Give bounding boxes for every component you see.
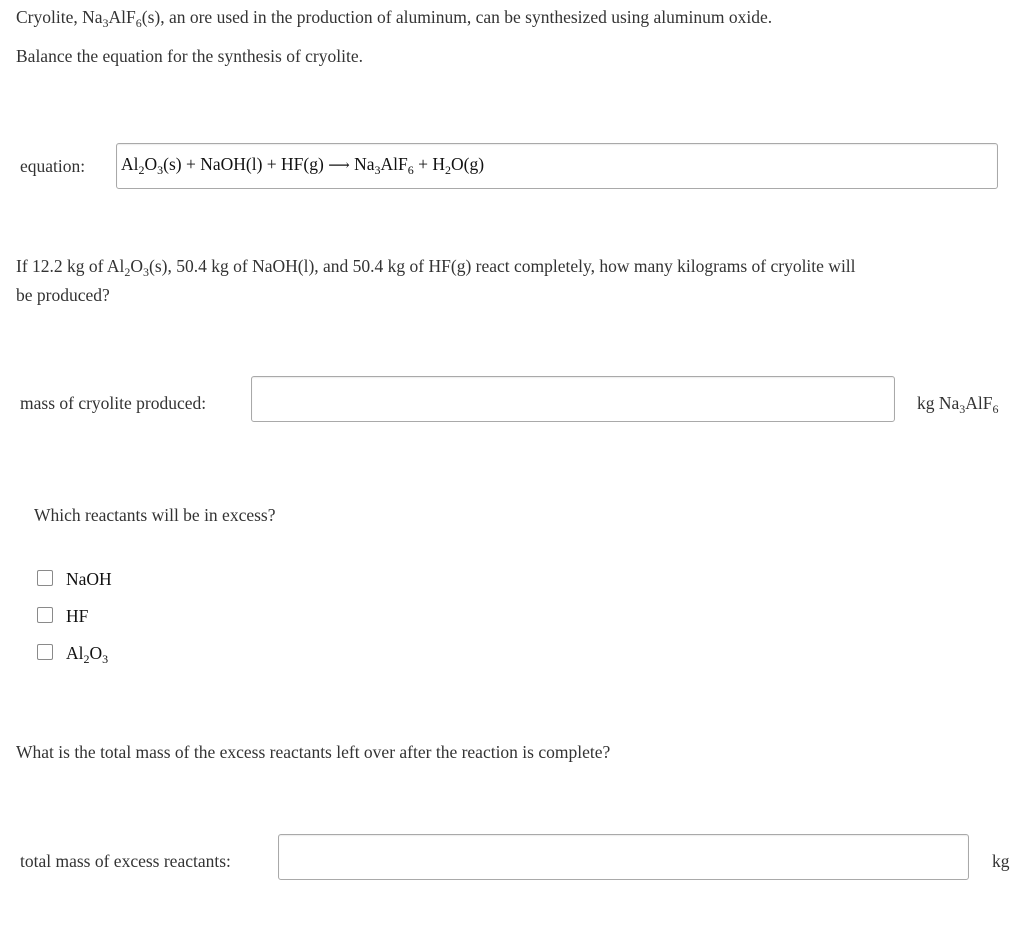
question1-line1: If 12.2 kg of $Al_2O_3(s)$, 50.4 kg of NaOH(l), and 50.4 kg of HF(g) react completely, how many kilograms of cryolite will — [16, 256, 856, 279]
reaction-arrow-icon: ⟶ — [328, 158, 350, 174]
checkbox-al2o3[interactable] — [37, 644, 53, 660]
checkbox-naoh[interactable] — [37, 570, 53, 586]
option-label: HF — [66, 606, 89, 626]
instruction-text: Balance the equation for the synthesis of cryolite. — [16, 46, 363, 66]
checkbox-hf[interactable] — [37, 607, 53, 623]
total-label: total mass of excess reactants: — [20, 851, 231, 871]
question1-line2: be produced? — [16, 285, 110, 305]
total-input[interactable] — [278, 834, 969, 880]
excess-question: Which reactants will be in excess? — [34, 505, 276, 525]
question2-text: What is the total mass of the excess reactants left over after the reaction is complete? — [16, 742, 611, 762]
equation-label: equation: — [20, 156, 86, 176]
option-label: NaOH — [66, 569, 112, 589]
intro-text: Cryolite, $Na_3AlF_6(s)$, an ore used in the production of aluminum, can be synthesized using aluminum oxide. — [16, 7, 773, 30]
total-unit: kg — [992, 851, 1010, 871]
option-label: $Al_2O_3$ — [66, 643, 109, 666]
mass-input[interactable] — [251, 376, 895, 422]
mass-unit: kg $Na_3AlF_6$ — [917, 393, 999, 416]
equation-input[interactable]: $Al_2O_3(s)$ + NaOH(l) + HF(g) ⟶ $Na_3AlF_6 + H_2O(g)$ — [116, 143, 998, 189]
mass-label: mass of cryolite produced: — [20, 393, 207, 413]
